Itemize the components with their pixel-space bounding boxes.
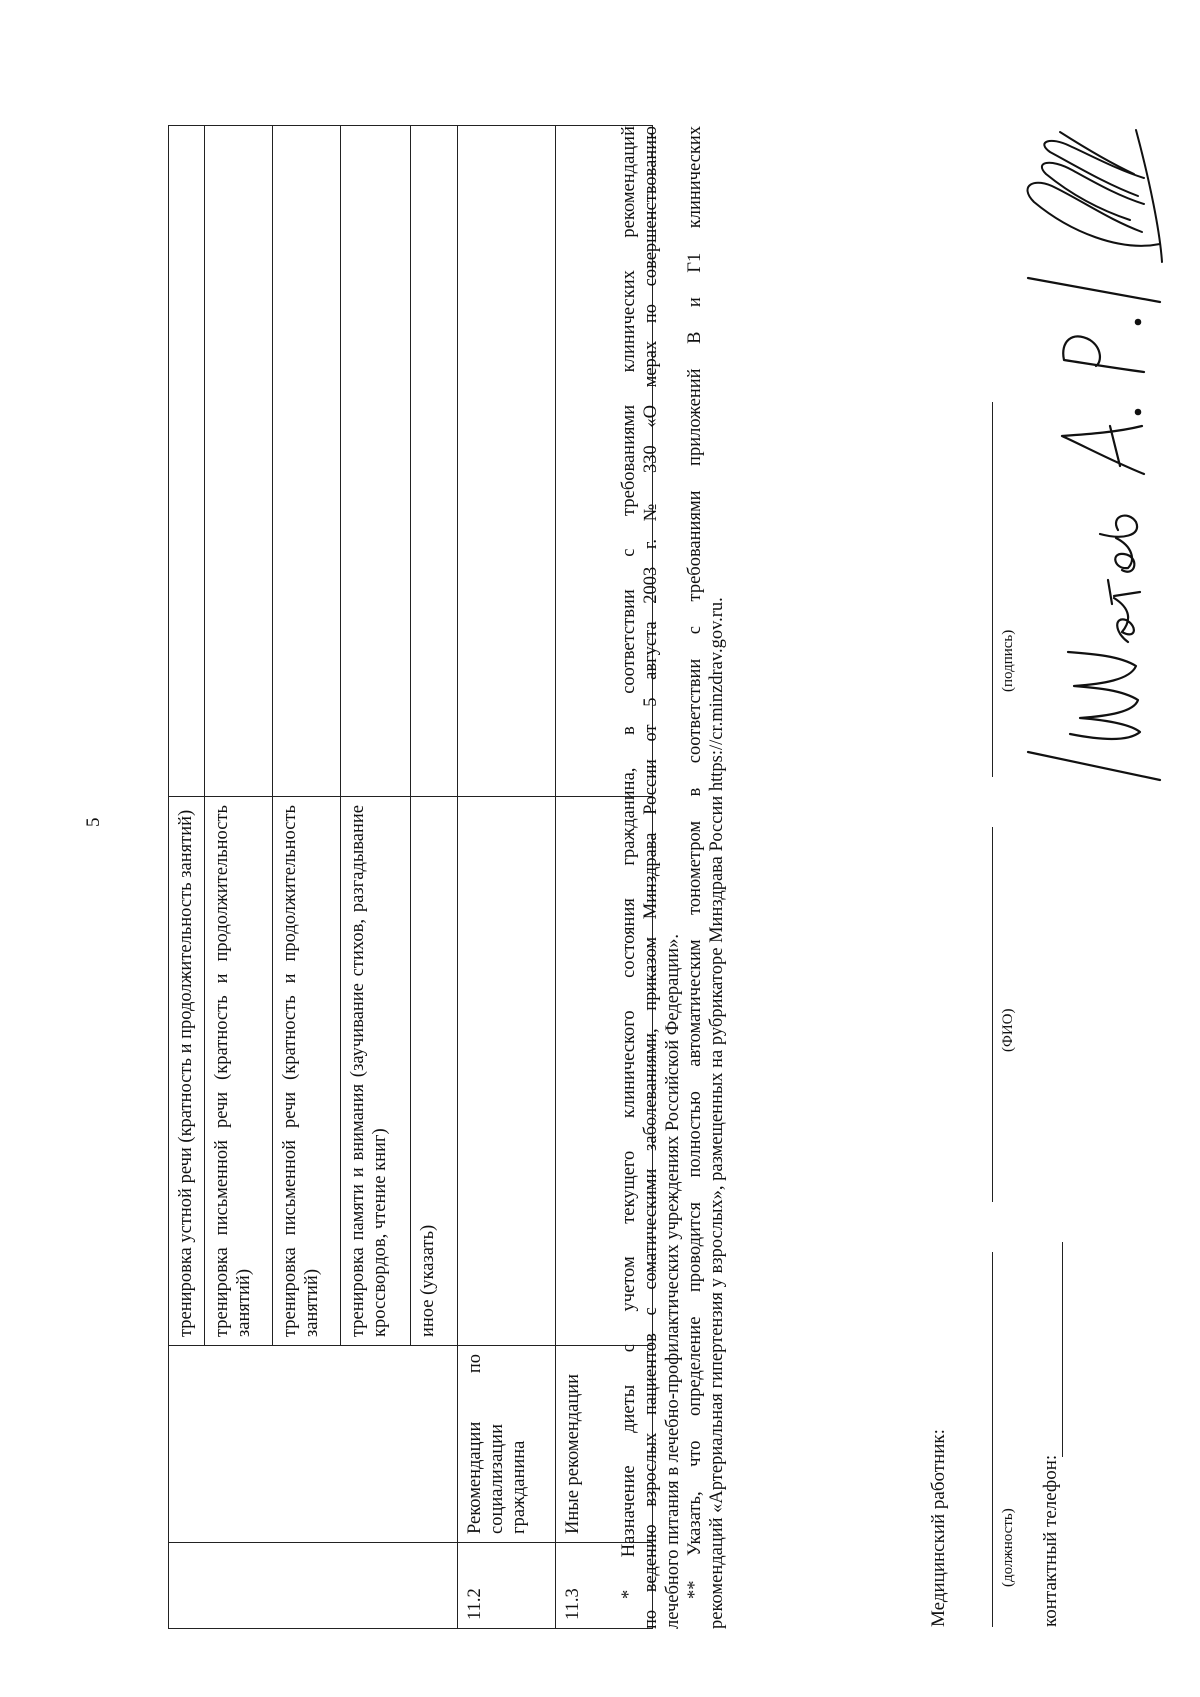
signature-caption: (подпись) bbox=[1000, 629, 1016, 692]
footnote-1-line-2: по ведению взрослых пациентов с соматическими заболеваниями, приказом Минздрава России от 5 августа 2003 г. № 330 «О мерах по совершенствованию bbox=[641, 126, 661, 1629]
footnote-2-line-2: рекомендаций «Артериальная гипертензия у взрослых», размещенных на рубрикаторе Минздрава России https://cr.minzdrav.gov.ru. bbox=[707, 597, 727, 1629]
footnote-2-line-1: ** Указать, что определение проводится полностью автоматическим тонометром в соответствии с требованиями приложений В и Г1 клинических bbox=[685, 126, 705, 1599]
table-cell-label bbox=[169, 1346, 458, 1543]
recommendations-table bbox=[168, 125, 653, 1629]
table-cell-num bbox=[169, 1543, 458, 1629]
page-number: 5 bbox=[83, 817, 104, 827]
table-cell-item: тренировка устной речи (кратность и продолжительность занятий) bbox=[169, 797, 205, 1346]
table-row bbox=[169, 126, 205, 1629]
handwritten-name-drawing bbox=[1028, 278, 1160, 780]
table-cell-value bbox=[458, 126, 556, 797]
table-cell-label: Рекомендации по социализации гражданина bbox=[458, 1346, 556, 1543]
signature-line bbox=[992, 402, 993, 777]
table-cell-item: тренировка памяти и внимания (заучивание стихов, разгадывание кроссвордов, чтение книг) bbox=[341, 797, 411, 1346]
table-cell-item: тренировка письменной речи (кратность и продолжительность занятий) bbox=[205, 797, 273, 1346]
table-cell-value bbox=[169, 126, 205, 797]
table-cell-item: иное (указать) bbox=[411, 797, 458, 1346]
position-caption: (должность) bbox=[1000, 1508, 1016, 1587]
table-cell-value bbox=[341, 126, 411, 797]
footnotes bbox=[618, 126, 728, 1629]
table-row bbox=[458, 126, 556, 1629]
signature-scribble bbox=[1028, 130, 1162, 262]
table-cell-num: 11.3 bbox=[556, 1543, 653, 1629]
table-cell-value bbox=[411, 126, 458, 797]
table-cell-num: 11.2 bbox=[458, 1543, 556, 1629]
handwritten-signature bbox=[1010, 122, 1180, 792]
table-cell-value bbox=[273, 126, 341, 797]
table-cell-item bbox=[458, 797, 556, 1346]
footnote-1-line-1: * Назначение диеты с учетом текущего клинического состояния гражданина, в соответствии с требованиями клинических рекомендаций bbox=[619, 126, 639, 1599]
phone-label: контактный телефон: bbox=[1040, 1454, 1061, 1627]
phone-line bbox=[1062, 1242, 1063, 1457]
name-caption: (ФИО) bbox=[1000, 1008, 1016, 1052]
footnote-1-line-3: лечебного питания в лечебно-профилактических учреждениях Российской Федерации». bbox=[663, 934, 683, 1629]
table-cell-label: Иные рекомендации bbox=[556, 1346, 653, 1543]
position-line bbox=[992, 1252, 993, 1627]
table-cell-item: тренировка письменной речи (кратность и продолжительность занятий) bbox=[273, 797, 341, 1346]
medical-worker-label: Медицинский работник: bbox=[928, 1429, 949, 1627]
table-cell-value bbox=[205, 126, 273, 797]
name-line bbox=[992, 827, 993, 1202]
